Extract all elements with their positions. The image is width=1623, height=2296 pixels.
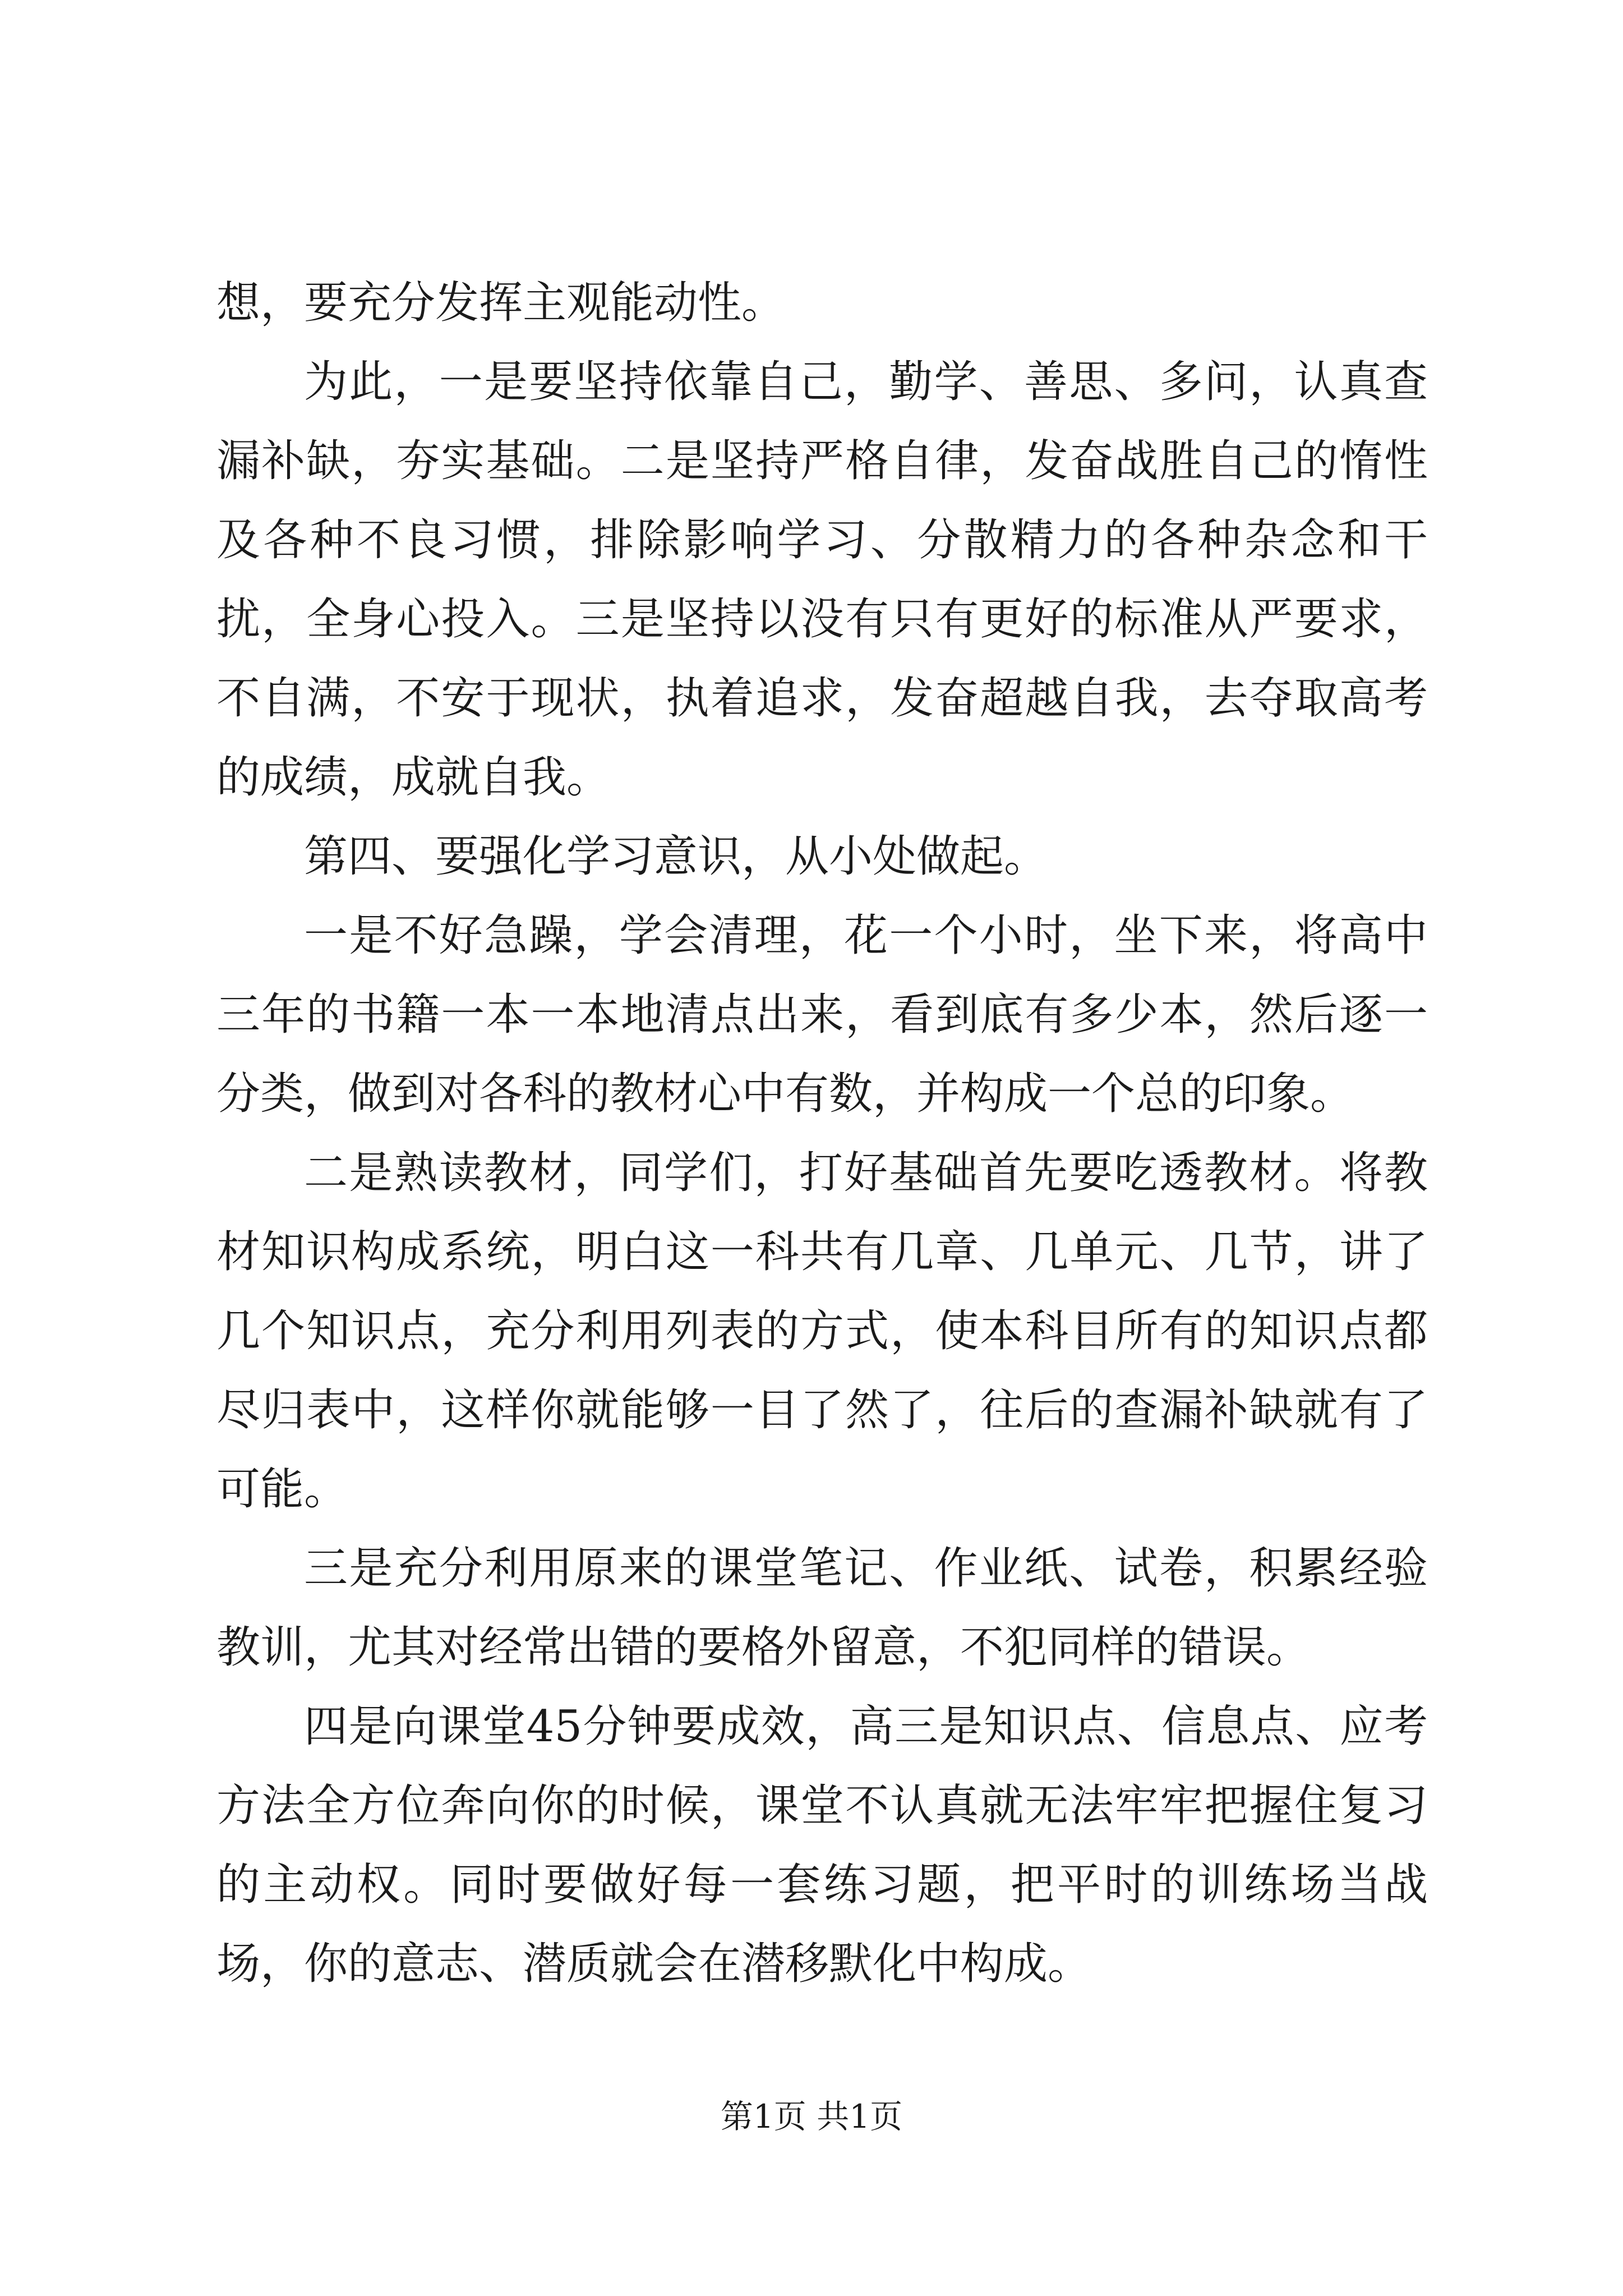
paragraph: 为此，一是要坚持依靠自己，勤学、善思、多问，认真查漏补缺，夯实基础。二是坚持严格自律，发奋战胜自己的惰性及各种不良习惯，排除影响学习、分散精力的各种杂念和干扰，全身心投入。三是坚持以没有只有更好的标准从严要求，不自满，不安于现状，执着追求，发奋超越自我，去夺取高考的成绩，成就自我。 [216, 357, 1428, 803]
paragraph: 三是充分利用原来的课堂笔记、作业纸、试卷，积累经验教训，尤其对经常出错的要格外留意，不犯同样的错误。 [216, 1543, 1428, 1673]
paragraph: 二是熟读教材，同学们，打好基础首先要吃透教材。将教材知识构成系统，明白这一科共有几章、几单元、几节，讲了几个知识点，充分利用列表的方式，使本科目所有的知识点都尽归表中，这样你就能够一目了然了，往后的查漏补缺就有了可能。 [216, 1148, 1428, 1515]
document-body [216, 264, 1428, 2004]
paragraph: 一是不好急躁，学会清理，花一个小时，坐下来，将高中三年的书籍一本一本地清点出来，看到底有多少本，然后逐一分类，做到对各科的教材心中有数，并构成一个总的印象。 [216, 910, 1428, 1119]
paragraph: 第四、要强化学习意识，从小处做起。 [304, 831, 1048, 882]
page-footer: 第1页 共1页 [720, 2097, 903, 2136]
paragraph: 四是向课堂45分钟要成效，高三是知识点、信息点、应考方法全方位奔向你的时候，课堂不认真就无法牢牢把握住复习的主动权。同时要做好每一套练习题，把平时的训练场当战场，你的意志、潜质就会在潜移默化中构成。 [216, 1701, 1428, 1989]
paragraph: 想，要充分发挥主观能动性。 [216, 278, 786, 328]
